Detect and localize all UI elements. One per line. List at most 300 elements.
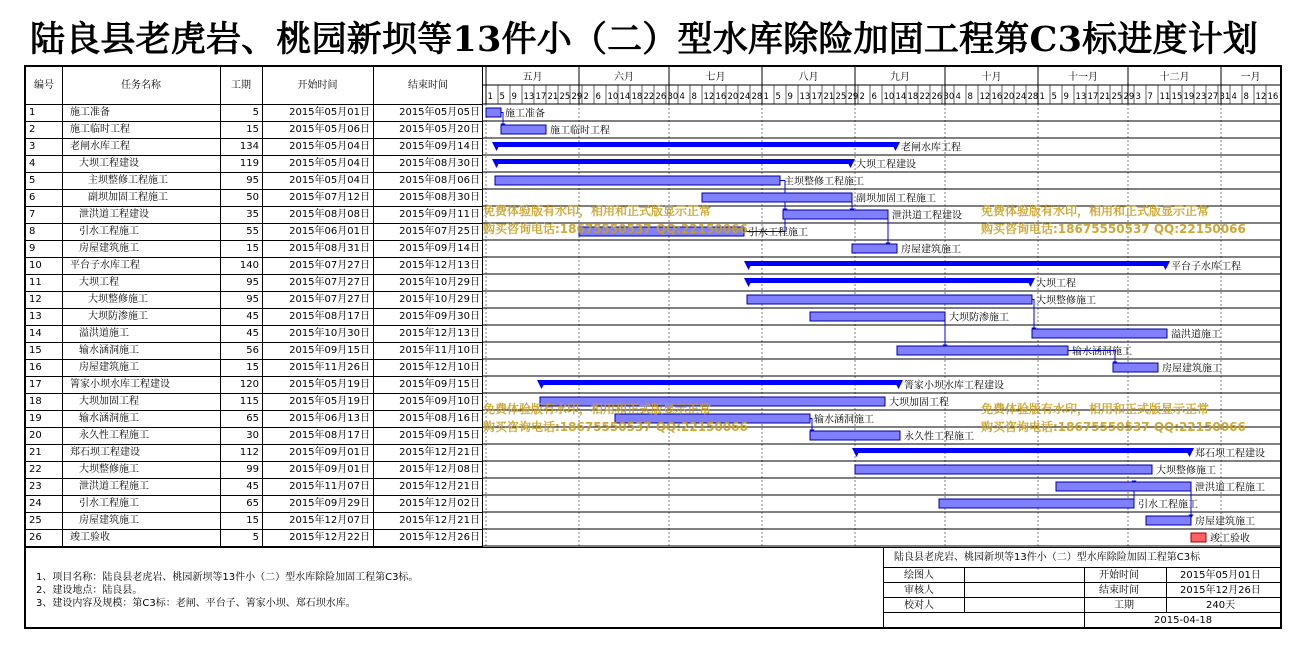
day-label: 14 — [895, 92, 907, 102]
duration-label: 工期 — [1114, 600, 1134, 611]
page-title: 陆良县老虎岩、桃园新坝等13件小（二）型水库除险加固工程第C3标进度计划 — [30, 19, 1259, 60]
day-label: 20 — [1003, 92, 1015, 102]
task-start: 2015年09月15日 — [289, 345, 370, 356]
task-duration: 115 — [239, 396, 259, 407]
task-end: 2015年12月13日 — [399, 328, 480, 339]
task-start: 2015年12月07日 — [289, 515, 370, 526]
task-id: 21 — [29, 447, 42, 458]
bar-label: 房屋建筑施工 — [1162, 363, 1222, 375]
task-duration: 45 — [246, 328, 259, 339]
day-label: 25 — [1111, 92, 1123, 102]
task-name: 主坝整修工程施工 — [88, 175, 168, 186]
month-label: 十月 — [981, 72, 1002, 83]
watermark-line2: 购买咨询电话:18675550537 QQ:22150066 — [981, 222, 1246, 236]
day-label: 22 — [643, 92, 655, 102]
task-duration: 56 — [246, 345, 259, 356]
task-name: 引水工程施工 — [79, 498, 139, 509]
task-bar — [855, 465, 1152, 474]
task-end: 2015年09月14日 — [399, 141, 480, 152]
day-label: 21 — [547, 92, 559, 102]
watermark-line1: 免费体验版有水印，相用和正式版显示正常 — [981, 204, 1210, 218]
day-label: 1 — [763, 92, 769, 102]
task-table — [26, 67, 483, 547]
bar-label: 副坝加固工程施工 — [856, 193, 936, 205]
day-label: 21 — [823, 92, 835, 102]
task-end: 2015年12月08日 — [399, 464, 480, 475]
day-label: 16 — [715, 92, 727, 102]
task-start: 2015年09月01日 — [289, 447, 370, 458]
day-label: 4 — [679, 92, 685, 102]
task-name: 房屋建筑施工 — [79, 515, 139, 526]
day-label: 9 — [511, 92, 517, 102]
task-id: 12 — [29, 294, 42, 305]
watermark-line1: 免费体验版有水印，相用和正式版显示正常 — [483, 402, 712, 416]
header-duration: 工期 — [231, 80, 251, 91]
day-label: 4 — [955, 92, 961, 102]
task-end: 2015年12月21日 — [399, 515, 480, 526]
day-label: 13 — [799, 92, 811, 102]
day-label: 20 — [727, 92, 739, 102]
day-label: 12 — [1255, 92, 1267, 102]
month-label: 五月 — [522, 72, 543, 83]
day-label: 25 — [835, 92, 847, 102]
bar-label: 大坝整修施工 — [1156, 465, 1216, 477]
task-name: 箐家小坝水库工程建设 — [70, 379, 170, 390]
day-label: 8 — [967, 92, 973, 102]
task-duration: 30 — [246, 430, 259, 441]
task-end: 2015年05月05日 — [399, 107, 480, 118]
task-duration: 15 — [246, 515, 259, 526]
task-id: 8 — [29, 226, 36, 237]
day-label: 25 — [559, 92, 571, 102]
table-row — [26, 292, 483, 308]
task-end: 2015年12月26日 — [399, 532, 480, 543]
task-start: 2015年05月04日 — [289, 158, 370, 169]
task-end: 2015年08月30日 — [399, 158, 480, 169]
task-end: 2015年09月10日 — [399, 396, 480, 407]
table-row — [26, 241, 483, 257]
task-bar — [1032, 329, 1167, 338]
month-label: 九月 — [890, 72, 910, 83]
task-name: 施工准备 — [70, 107, 110, 118]
day-label: 16 — [991, 92, 1003, 102]
task-duration: 35 — [246, 209, 259, 220]
end-value: 2015年12月26日 — [1180, 585, 1261, 596]
day-label: 11 — [1159, 92, 1171, 102]
bar-label: 房屋建筑施工 — [901, 244, 961, 256]
day-label: 27 — [1207, 92, 1219, 102]
task-id: 11 — [29, 277, 42, 288]
task-id: 18 — [29, 396, 42, 407]
day-label: 22 — [919, 92, 931, 102]
day-label: 12 — [703, 92, 715, 102]
day-label: 2 — [859, 92, 865, 102]
task-duration: 55 — [246, 226, 259, 237]
task-name: 大坝加固工程 — [79, 396, 139, 407]
task-duration: 65 — [246, 413, 259, 424]
task-name: 副坝加固工程施工 — [88, 192, 168, 203]
task-name: 泄洪道工程施工 — [79, 481, 149, 492]
bar-label: 引水工程施工 — [1138, 499, 1198, 511]
table-row — [26, 190, 483, 206]
task-bar — [495, 176, 780, 185]
task-id: 5 — [29, 175, 36, 186]
task-start: 2015年08月31日 — [289, 243, 370, 254]
day-label: 6 — [595, 92, 601, 102]
duration-value: 240天 — [1206, 600, 1236, 611]
task-start: 2015年08月08日 — [289, 209, 370, 220]
day-label: 26 — [931, 92, 943, 102]
table-row — [26, 309, 483, 325]
table-row — [26, 275, 483, 291]
task-id: 26 — [29, 532, 42, 543]
month-label: 七月 — [705, 72, 726, 83]
task-bar — [501, 125, 546, 134]
header-name: 任务名称 — [121, 80, 161, 91]
task-start: 2015年08月17日 — [289, 311, 370, 322]
task-start: 2015年09月01日 — [289, 464, 370, 475]
bar-label: 大坝工程 — [1036, 278, 1076, 290]
task-duration: 15 — [246, 124, 259, 135]
task-end: 2015年05月20日 — [399, 124, 480, 135]
task-id: 13 — [29, 311, 42, 322]
day-label: 3 — [1135, 92, 1141, 102]
table-row — [26, 411, 483, 427]
task-name: 老闸水库工程 — [70, 141, 130, 152]
bar-label: 大坝整修施工 — [1036, 295, 1096, 307]
task-start: 2015年09月29日 — [289, 498, 370, 509]
summary-bar — [495, 159, 852, 164]
start-label: 开始时间 — [1099, 570, 1139, 581]
day-label: 30 — [943, 92, 955, 102]
table-row — [26, 139, 483, 155]
bar-label: 泄洪道工程建设 — [892, 210, 962, 222]
task-id: 22 — [29, 464, 42, 475]
task-start: 2015年05月01日 — [289, 107, 370, 118]
task-end: 2015年09月11日 — [399, 209, 480, 220]
task-name: 永久性工程施工 — [79, 430, 149, 441]
task-id: 7 — [29, 209, 36, 220]
bar-label: 平台子水库工程 — [1171, 261, 1241, 273]
day-label: 28 — [1027, 92, 1039, 102]
table-row — [26, 207, 483, 223]
day-label: 21 — [1099, 92, 1111, 102]
day-label: 8 — [691, 92, 697, 102]
task-end: 2015年08月06日 — [399, 175, 480, 186]
task-id: 19 — [29, 413, 42, 424]
bar-label: 溢洪道施工 — [1171, 329, 1221, 341]
month-label: 十一月 — [1068, 72, 1098, 83]
table-row — [26, 122, 483, 138]
task-duration: 45 — [246, 481, 259, 492]
day-label: 18 — [631, 92, 643, 102]
bar-label: 施工准备 — [505, 108, 545, 120]
task-bar — [939, 499, 1134, 508]
day-label: 17 — [811, 92, 823, 102]
task-start: 2015年05月04日 — [289, 141, 370, 152]
task-end: 2015年12月13日 — [399, 260, 480, 271]
task-end: 2015年09月15日 — [399, 379, 480, 390]
day-label: 1 — [1039, 92, 1045, 102]
task-duration: 120 — [239, 379, 259, 390]
start-value: 2015年05月01日 — [1180, 570, 1261, 581]
table-row — [26, 105, 483, 121]
header-start: 开始时间 — [297, 80, 338, 91]
day-label: 29 — [1123, 92, 1135, 102]
bar-label: 房屋建筑施工 — [1195, 516, 1255, 528]
checker-label: 校对人 — [904, 600, 934, 611]
day-label: 17 — [1087, 92, 1099, 102]
task-start: 2015年07月27日 — [289, 294, 370, 305]
task-start: 2015年12月22日 — [289, 532, 370, 543]
task-bar — [486, 108, 501, 117]
day-label: 18 — [907, 92, 919, 102]
task-id: 6 — [29, 192, 36, 203]
summary-bar — [747, 261, 1167, 266]
task-id: 24 — [29, 498, 42, 509]
task-duration: 99 — [246, 464, 259, 475]
task-bar — [783, 210, 888, 219]
task-end: 2015年12月02日 — [399, 498, 480, 509]
day-label: 30 — [667, 92, 679, 102]
table-row — [26, 360, 483, 376]
day-label: 9 — [1063, 92, 1069, 102]
table-row — [26, 496, 483, 512]
month-label: 一月 — [1240, 72, 1261, 83]
day-label: 1 — [487, 92, 493, 102]
task-id: 10 — [29, 260, 42, 271]
header-end: 结束时间 — [408, 80, 448, 91]
day-label: 5 — [499, 92, 505, 102]
bar-label: 主坝整修工程施工 — [784, 176, 864, 188]
task-start: 2015年10月30日 — [289, 328, 370, 339]
task-name: 大坝整修施工 — [88, 294, 148, 305]
watermark-line2: 购买咨询电话:18675550537 QQ:22150066 — [483, 420, 748, 434]
task-name: 施工临时工程 — [70, 124, 130, 135]
task-name: 大坝防渗施工 — [88, 311, 148, 322]
task-duration: 50 — [246, 192, 259, 203]
task-id: 14 — [29, 328, 42, 339]
task-name: 房屋建筑施工 — [79, 362, 139, 373]
task-end: 2015年10月29日 — [399, 294, 480, 305]
task-name: 泄洪道工程建设 — [79, 209, 149, 220]
table-row — [26, 462, 483, 478]
note-1: 1、项目名称：陆良县老虎岩、桃园新坝等13件小（二）型水库除险加固工程第C3标。 — [36, 572, 419, 583]
task-name: 大坝工程 — [79, 277, 119, 288]
task-duration: 5 — [252, 532, 259, 543]
bar-label: 输水涵洞施工 — [1072, 346, 1132, 358]
day-label: 5 — [775, 92, 781, 102]
summary-bar — [495, 142, 897, 147]
task-bar — [810, 312, 945, 321]
task-start: 2015年06月01日 — [289, 226, 370, 237]
task-bar — [897, 346, 1068, 355]
day-label: 10 — [607, 92, 619, 102]
task-end: 2015年07月25日 — [399, 226, 480, 237]
task-end: 2015年12月21日 — [399, 481, 480, 492]
task-id: 23 — [29, 481, 42, 492]
task-bar — [1056, 482, 1191, 491]
task-end: 2015年11月10日 — [399, 345, 480, 356]
task-end: 2015年12月10日 — [399, 362, 480, 373]
day-label: 17 — [535, 92, 547, 102]
table-row — [26, 377, 483, 393]
milestone-bar — [1191, 533, 1206, 542]
day-label: 26 — [655, 92, 667, 102]
task-name: 房屋建筑施工 — [79, 243, 139, 254]
summary-bar — [540, 380, 900, 385]
header-id: 编号 — [34, 80, 54, 91]
task-name: 大坝整修施工 — [79, 464, 139, 475]
task-id: 1 — [29, 107, 36, 118]
task-start: 2015年07月27日 — [289, 277, 370, 288]
task-duration: 15 — [246, 362, 259, 373]
table-row — [26, 224, 483, 240]
task-duration: 95 — [246, 175, 259, 186]
table-row — [26, 394, 483, 410]
table-row — [26, 479, 483, 495]
bar-label: 施工临时工程 — [550, 125, 610, 137]
task-start: 2015年06月13日 — [289, 413, 370, 424]
task-name: 输水涵洞施工 — [79, 345, 139, 356]
task-duration: 134 — [239, 141, 259, 152]
watermark-line1: 免费体验版有水印，相用和正式版显示正常 — [483, 204, 712, 218]
task-duration: 15 — [246, 243, 259, 254]
end-label: 结束时间 — [1099, 585, 1139, 596]
table-row — [26, 445, 483, 461]
gantt-frame — [24, 65, 1282, 629]
task-duration: 95 — [246, 294, 259, 305]
task-id: 4 — [29, 158, 36, 169]
task-id: 25 — [29, 515, 42, 526]
info-project: 陆良县老虎岩、桃园新坝等13件小（二）型水库除险加固工程第C3标 — [894, 552, 1201, 563]
bar-label: 郑石坝工程建设 — [1195, 448, 1265, 460]
task-id: 3 — [29, 141, 36, 152]
task-id: 16 — [29, 362, 42, 373]
summary-bar — [747, 278, 1032, 283]
bar-label: 输水涵洞施工 — [814, 414, 874, 426]
gantt-chart — [483, 67, 1280, 547]
task-end: 2015年10月29日 — [399, 277, 480, 288]
task-bar — [1113, 363, 1158, 372]
task-end: 2015年08月16日 — [399, 413, 480, 424]
bar-label: 引水工程施工 — [748, 227, 808, 239]
task-start: 2015年05月06日 — [289, 124, 370, 135]
month-label: 六月 — [614, 72, 634, 83]
task-name: 输水涵洞施工 — [79, 413, 139, 424]
day-label: 19 — [1183, 92, 1195, 102]
task-duration: 5 — [252, 107, 259, 118]
task-start: 2015年11月07日 — [289, 481, 370, 492]
task-name: 竣工验收 — [70, 532, 110, 543]
task-start: 2015年05月04日 — [289, 175, 370, 186]
bar-label: 大坝加固工程 — [889, 397, 949, 409]
table-row — [26, 343, 483, 359]
task-bar — [702, 193, 852, 202]
task-end: 2015年12月21日 — [399, 447, 480, 458]
day-label: 23 — [1195, 92, 1207, 102]
day-label: 28 — [751, 92, 763, 102]
bar-label: 箐家小坝水库工程建设 — [904, 380, 1004, 392]
footer — [26, 547, 1280, 628]
task-end: 2015年09月14日 — [399, 243, 480, 254]
day-label: 2 — [583, 92, 589, 102]
task-start: 2015年11月26日 — [289, 362, 370, 373]
note-2: 2、建设地点：陆良县。 — [36, 585, 143, 596]
month-label: 十二月 — [1159, 72, 1190, 83]
table-row — [26, 530, 483, 546]
info-block — [883, 548, 1281, 628]
table-row — [26, 326, 483, 342]
day-label: 5 — [1051, 92, 1057, 102]
month-label: 八月 — [798, 72, 819, 83]
watermark-line2: 购买咨询电话:18675550537 QQ:22150066 — [981, 420, 1246, 434]
day-label: 29 — [571, 92, 583, 102]
task-end: 2015年09月30日 — [399, 311, 480, 322]
reviewer-label: 审核人 — [904, 585, 934, 596]
summary-bar — [855, 448, 1191, 453]
bar-label: 竣工验收 — [1210, 533, 1250, 545]
day-label: 15 — [1171, 92, 1183, 102]
bar-label: 老闸水库工程 — [901, 142, 961, 154]
task-name: 平台子水库工程 — [70, 260, 140, 271]
bar-label: 永久性工程施工 — [904, 431, 974, 443]
task-start: 2015年05月19日 — [289, 396, 370, 407]
day-label: 13 — [1075, 92, 1087, 102]
day-label: 16 — [1267, 92, 1279, 102]
day-label: 8 — [1243, 92, 1249, 102]
task-duration: 112 — [239, 447, 259, 458]
day-label: 7 — [1147, 92, 1153, 102]
task-start: 2015年05月19日 — [289, 379, 370, 390]
bar-label: 大坝工程建设 — [856, 159, 916, 171]
table-row — [26, 156, 483, 172]
task-start: 2015年08月17日 — [289, 430, 370, 441]
table-row — [26, 513, 483, 529]
table-row — [26, 173, 483, 189]
task-bar — [852, 244, 897, 253]
task-start: 2015年07月12日 — [289, 192, 370, 203]
task-bar — [747, 295, 1032, 304]
task-id: 20 — [29, 430, 42, 441]
task-id: 9 — [29, 243, 36, 254]
task-duration: 65 — [246, 498, 259, 509]
task-duration: 140 — [239, 260, 259, 271]
bar-label: 大坝防渗施工 — [949, 312, 1009, 324]
task-end: 2015年08月30日 — [399, 192, 480, 203]
table-row — [26, 428, 483, 444]
day-label: 4 — [1231, 92, 1237, 102]
day-label: 24 — [1015, 92, 1027, 102]
bar-label: 泄洪道工程施工 — [1195, 482, 1265, 494]
task-name: 郑石坝工程建设 — [70, 447, 140, 458]
task-duration: 95 — [246, 277, 259, 288]
task-duration: 45 — [246, 311, 259, 322]
task-end: 2015年09月15日 — [399, 430, 480, 441]
task-name: 大坝工程建设 — [79, 158, 139, 169]
task-id: 15 — [29, 345, 42, 356]
day-label: 10 — [883, 92, 895, 102]
task-duration: 119 — [239, 158, 259, 169]
task-id: 2 — [29, 124, 36, 135]
watermark-line2: 购买咨询电话:18675550537 QQ:22150066 — [483, 222, 748, 236]
day-label: 12 — [979, 92, 991, 102]
task-bar — [810, 431, 900, 440]
note-3: 3、建设内容及规模：第C3标：老闸、平台子、箐家小坝、郑石坝水库。 — [36, 598, 356, 609]
day-label: 9 — [787, 92, 793, 102]
day-label: 13 — [523, 92, 535, 102]
watermark-line1: 免费体验版有水印，相用和正式版显示正常 — [981, 402, 1210, 416]
